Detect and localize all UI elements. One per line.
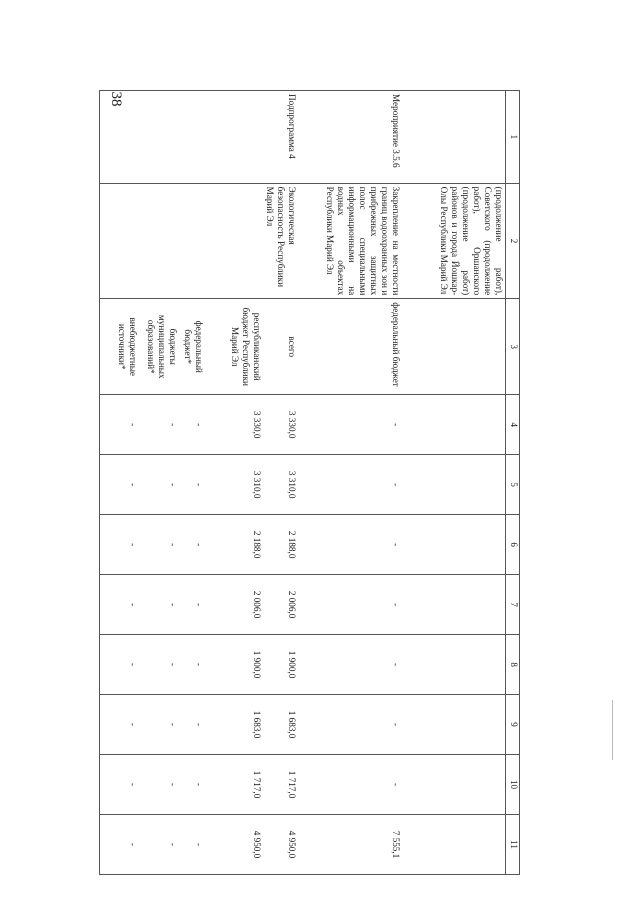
value-cell: - [180,455,206,515]
value-cell: - [100,455,140,515]
header-cell: 9 [506,695,520,755]
value-cell: 1 900,0 [206,635,264,695]
value-cell: 3 310,0 [264,455,312,515]
program-code-cell [206,91,264,184]
header-cell: 4 [506,395,520,455]
value-cell: - [100,695,140,755]
program-code-cell: Мероприятие 3.5.6 [312,91,414,184]
value-cell [414,695,506,755]
value-cell: 1 683,0 [264,695,312,755]
value-cell [414,635,506,695]
header-cell: 8 [506,635,520,695]
value-cell: - [312,575,414,635]
table-row [264,91,312,875]
header-cell: 11 [506,814,520,874]
value-cell: - [180,635,206,695]
value-cell [414,515,506,575]
table-row [180,91,206,875]
value-cell: - [100,395,140,455]
value-cell: - [140,695,180,755]
value-cell [414,755,506,815]
value-cell: - [312,395,414,455]
value-cell: - [140,755,180,815]
value-cell: - [100,575,140,635]
program-code-cell: Подпрограмма 4 [264,91,312,184]
funding-source-cell: федеральный бюджет* [180,299,206,395]
value-cell: - [140,395,180,455]
value-cell: 1 717,0 [264,755,312,815]
page-number: 38 [108,91,124,107]
program-code-cell [100,91,140,184]
table-row [140,91,180,875]
value-cell: - [180,755,206,815]
value-cell: 3 330,0 [264,395,312,455]
value-cell: 1 683,0 [206,695,264,755]
value-cell: 2 006,0 [264,575,312,635]
value-cell: - [312,635,414,695]
header-cell: 3 [506,299,520,395]
rotated-table-container [103,90,520,875]
value-cell: 1 900,0 [264,635,312,695]
table-row [414,91,506,875]
value-cell: - [140,575,180,635]
value-cell: - [312,695,414,755]
funding-source-cell [414,299,506,395]
funding-source-cell: бюджеты муниципальных образований* [140,299,180,395]
value-cell: - [100,814,140,874]
value-cell: - [180,814,206,874]
value-cell: 2 006,0 [206,575,264,635]
value-cell: - [312,455,414,515]
program-name-cell: Экологическая безопасность Республики Марий Эл [264,183,312,299]
program-name-cell [180,183,206,299]
program-code-cell [180,91,206,184]
funding-source-cell: республиканский бюджет Республики Марий Эл [206,299,264,395]
value-cell: - [100,515,140,575]
program-code-cell [414,91,506,184]
program-name-cell: (продолжение работ), Советского (продолжение работ), Оршанского (продолжение работ) районов и города Йошкар-Олы Республики Марий Эл [414,183,506,299]
value-cell: 3 330,0 [206,395,264,455]
header-cell: 10 [506,755,520,815]
value-cell: - [140,515,180,575]
value-cell: - [140,814,180,874]
program-name-cell [100,183,140,299]
value-cell: 2 188,0 [206,515,264,575]
program-name-cell [206,183,264,299]
value-cell [414,455,506,515]
margin-line [612,700,623,760]
value-cell: 2 188,0 [264,515,312,575]
value-cell [414,575,506,635]
value-cell: 3 310,0 [206,455,264,515]
value-cell [414,395,506,455]
table-row [206,91,264,875]
budget-table [99,90,520,875]
header-cell: 5 [506,455,520,515]
funding-source-cell: всего [264,299,312,395]
value-cell: - [140,455,180,515]
header-cell: 1 [506,91,520,184]
value-cell: - [180,695,206,755]
program-name-cell [140,183,180,299]
value-cell: - [180,575,206,635]
value-cell: - [180,515,206,575]
header-cell: 6 [506,515,520,575]
value-cell: - [140,635,180,695]
table-row [100,91,140,875]
program-name-cell: Закрепление на местности границ водоохранных зон и прибрежных защитных полос специальными информационными на водных объектах Республики Марий Эл [312,183,414,299]
table-row [312,91,414,875]
header-row [506,91,520,875]
value-cell: - [312,755,414,815]
value-cell: 4 950,0 [264,814,312,874]
header-cell: 2 [506,183,520,299]
value-cell: - [180,395,206,455]
value-cell: 1 717,0 [206,755,264,815]
funding-source-cell: внебюджетные источники* [100,299,140,395]
value-cell: - [312,515,414,575]
header-cell: 7 [506,575,520,635]
program-code-cell [140,91,180,184]
value-cell: 7 555,1 [312,814,414,874]
value-cell: 4 950,0 [206,814,264,874]
value-cell: - [100,755,140,815]
value-cell [414,814,506,874]
value-cell: - [100,635,140,695]
funding-source-cell: федеральный бюджет [312,299,414,395]
